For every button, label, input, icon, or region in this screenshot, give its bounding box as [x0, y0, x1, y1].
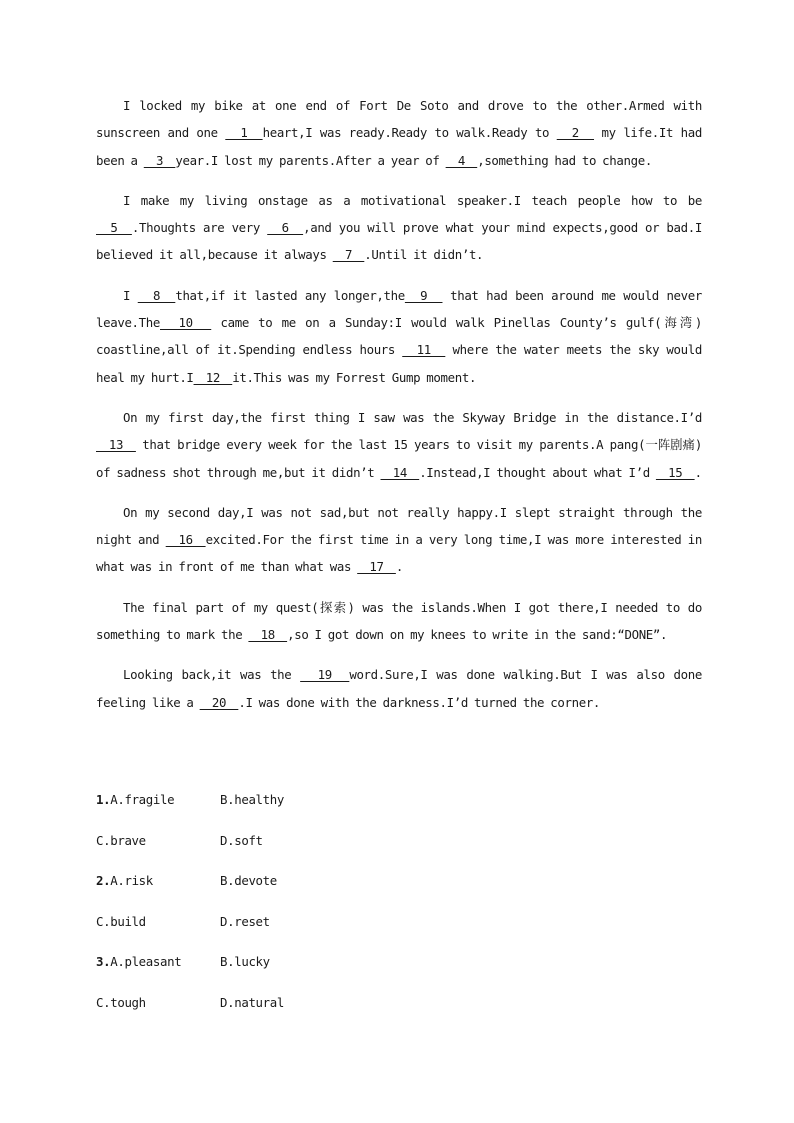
- passage-text: heart,I was ready.Ready to walk.Ready to: [262, 125, 557, 141]
- answer-blank[interactable]: 14: [380, 464, 420, 480]
- option-left-label: A.risk: [110, 873, 153, 889]
- passage-text: that had been around me would never leave.The: [96, 287, 702, 331]
- answer-blank[interactable]: 7: [332, 247, 365, 263]
- cloze-passage: [96, 92, 702, 729]
- answer-blank[interactable]: 20: [199, 694, 239, 710]
- passage-text: .I was done with the darkness.I’d turned the corner.: [238, 694, 601, 710]
- answer-blank[interactable]: 17: [357, 559, 396, 575]
- passage-text: that bridge every week for the last 15 years to visit my parents.A pang(一阵剧痛) of sadness shot through me,but it didn’t: [96, 437, 702, 480]
- option-left-label: C.brave: [96, 832, 146, 848]
- passage-text: On my second day,I was not sad,but not really happy.I slept straight through the night and: [96, 504, 702, 548]
- answer-blank[interactable]: 5: [96, 220, 132, 236]
- option-right[interactable]: B.lucky: [220, 954, 270, 970]
- option-row: [96, 908, 702, 935]
- passage-text: excited.For the first time in a very long time,I was more interested in what was in front of me than what was: [96, 532, 702, 575]
- passage-paragraph: [96, 404, 702, 486]
- answer-blank[interactable]: 3: [143, 152, 176, 168]
- option-row: [96, 786, 702, 813]
- answer-blank[interactable]: 11: [402, 342, 446, 358]
- answer-blank[interactable]: 19: [300, 667, 350, 683]
- answer-blank[interactable]: 10: [160, 315, 212, 331]
- passage-text: .Until it didn’t.: [364, 247, 484, 263]
- option-left[interactable]: [96, 827, 146, 854]
- answer-blank[interactable]: 9: [404, 287, 443, 303]
- option-row: [96, 948, 702, 975]
- passage-text: I: [123, 287, 138, 303]
- option-right[interactable]: D.reset: [220, 913, 270, 929]
- option-left[interactable]: [96, 786, 174, 813]
- option-right[interactable]: D.soft: [220, 832, 263, 848]
- passage-text: ,something had to change.: [477, 152, 652, 168]
- passage-paragraph: [96, 282, 702, 391]
- passage-text: .Thoughts are very: [131, 220, 268, 236]
- passage-text: .: [395, 559, 403, 575]
- option-left-label: C.tough: [96, 994, 146, 1010]
- passage-text: Looking back,it was the: [123, 667, 301, 683]
- passage-text: ,so I got down on my knees to write in the sand:“DONE”.: [287, 627, 668, 643]
- passage-text: I locked my bike at one end of Fort De Soto and drove to the other.Armed with sunscreen and one: [96, 98, 702, 141]
- passage-text: I make my living onstage as a motivational speaker.I teach people how to be: [123, 192, 702, 208]
- passage-text: my life.It had been a: [96, 125, 702, 168]
- option-left[interactable]: [96, 948, 181, 975]
- answer-blank[interactable]: 1: [225, 125, 263, 141]
- question-number: 3.: [96, 954, 111, 970]
- passage-text: came to me on a Sunday:I would walk Pinellas County’s gulf(海湾) coastline,all of it.Spending endless hours: [96, 315, 702, 358]
- passage-text: The final part of my quest(探索) was the islands.When I got there,I needed to do something to mark the: [96, 599, 702, 643]
- option-left[interactable]: [96, 867, 153, 894]
- option-row: [96, 827, 702, 854]
- option-left[interactable]: [96, 908, 146, 935]
- passage-paragraph: [96, 661, 702, 716]
- question-number: 1.: [96, 792, 111, 807]
- answer-blank[interactable]: 18: [248, 627, 288, 643]
- passage-paragraph: [96, 594, 702, 649]
- passage-text: it.This was my Forrest Gump moment.: [232, 369, 477, 385]
- passage-paragraph: [96, 92, 702, 174]
- passage-text: .: [694, 464, 702, 480]
- passage-text: word.Sure,I was done walking.But I was also done feeling like a: [96, 667, 702, 710]
- passage-text: On my first day,the first thing I saw was the Skyway Bridge in the distance.I’d: [123, 409, 702, 425]
- passage-text: .Instead,I thought about what I’d: [419, 464, 656, 480]
- question-number: 2.: [96, 873, 111, 889]
- option-row: [96, 989, 702, 1016]
- passage-paragraph: [96, 187, 702, 269]
- option-right[interactable]: B.devote: [220, 873, 277, 889]
- option-left-label: A.fragile: [110, 792, 175, 807]
- answer-blank[interactable]: 12: [193, 369, 233, 385]
- answer-blank[interactable]: 15: [655, 464, 695, 480]
- option-row: [96, 867, 702, 894]
- answer-blank[interactable]: 16: [165, 532, 206, 548]
- passage-paragraph: [96, 499, 702, 581]
- passage-text: where the water meets the sky would heal my hurt.I: [96, 342, 702, 385]
- answer-blank[interactable]: 8: [137, 287, 176, 303]
- answer-options: [96, 786, 702, 1030]
- option-left-label: A.pleasant: [110, 954, 182, 970]
- answer-blank[interactable]: 6: [267, 220, 304, 236]
- answer-blank[interactable]: 2: [556, 125, 595, 141]
- answer-blank[interactable]: 13: [96, 437, 136, 453]
- option-right[interactable]: D.natural: [220, 994, 284, 1010]
- option-right[interactable]: B.healthy: [220, 792, 284, 807]
- passage-text: that,if it lasted any longer,the: [175, 287, 405, 303]
- passage-text: year.I lost my parents.After a year of: [175, 152, 446, 168]
- passage-text: ,and you will prove what your mind expects,good or bad.I believed it all,because it always: [96, 220, 702, 263]
- option-left[interactable]: [96, 989, 146, 1016]
- option-left-label: C.build: [96, 913, 146, 929]
- answer-blank[interactable]: 4: [445, 152, 478, 168]
